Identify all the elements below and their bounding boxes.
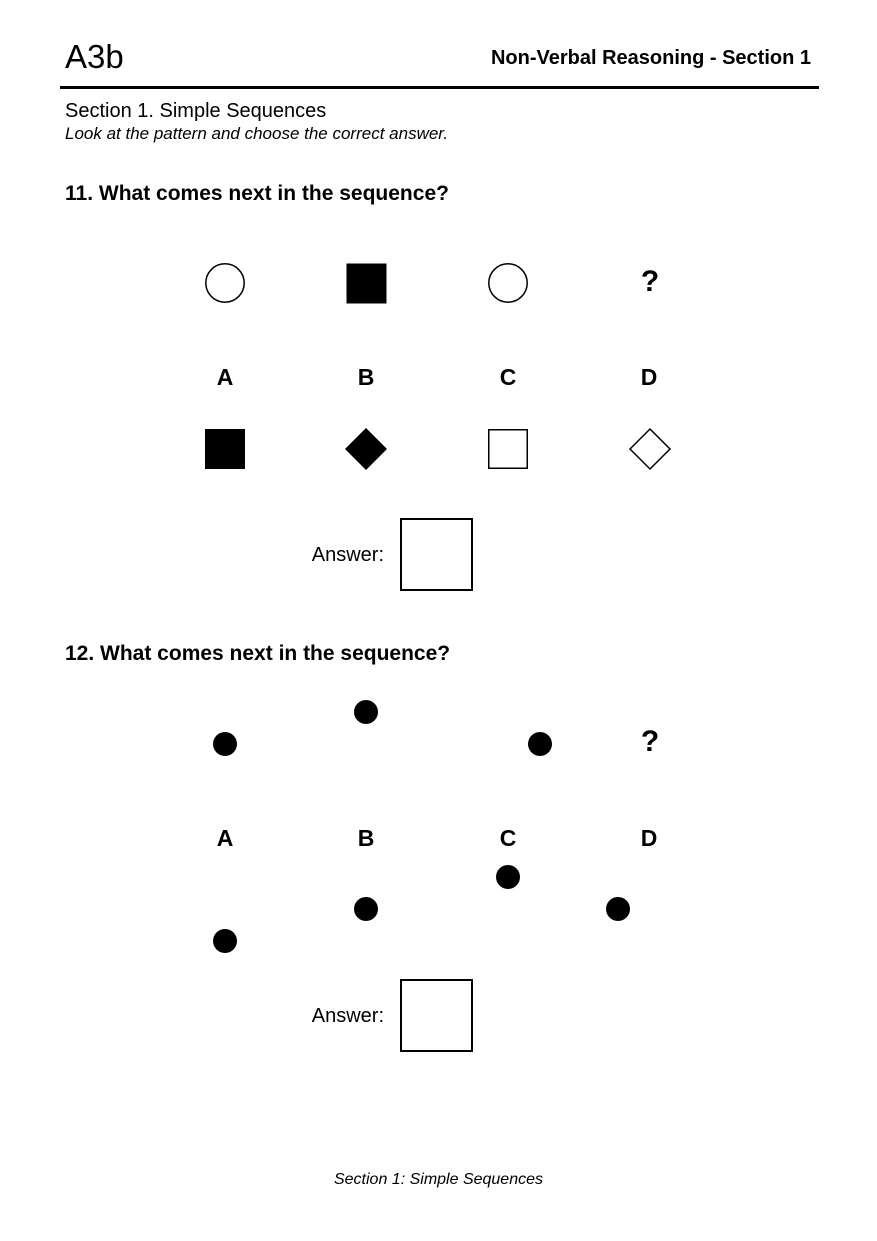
q11-option-b-label: B — [357, 364, 375, 390]
q11-option-b-diamond-filled[interactable] — [345, 428, 387, 470]
q12-option-a-label: A — [216, 825, 234, 851]
q12-option-c-dot[interactable] — [496, 865, 520, 889]
q12-missing-marker: ? — [640, 725, 660, 758]
q11-option-a-label: A — [216, 364, 234, 390]
q11-sequence-2-square-filled — [346, 263, 387, 304]
q11-sequence-1-circle-outline — [205, 263, 245, 303]
q12-sequence-2-dot — [354, 700, 378, 724]
q12-option-b-label: B — [357, 825, 375, 851]
document-header-title: Non-Verbal Reasoning - Section 1 — [490, 47, 811, 69]
q12-option-d-label: D — [640, 825, 658, 851]
q11-option-c-square-outline[interactable] — [488, 429, 528, 469]
header-divider — [60, 86, 819, 89]
page-footer: Section 1: Simple Sequences — [333, 1171, 543, 1188]
section-instruction: Look at the pattern and choose the correct answer. — [65, 124, 449, 143]
q12-sequence-3-dot — [528, 732, 552, 756]
q11-sequence-3-circle-outline — [488, 263, 528, 303]
q11-answer-label: Answer: — [311, 544, 384, 566]
section-title: Section 1. Simple Sequences — [65, 100, 327, 122]
q12-option-a-dot[interactable] — [213, 929, 237, 953]
q12-sequence-1-dot — [213, 732, 237, 756]
q11-missing-marker: ? — [640, 265, 660, 298]
q11-option-d-label: D — [640, 364, 658, 390]
q12-option-b-dot[interactable] — [354, 897, 378, 921]
q11-option-a-square-filled[interactable] — [205, 429, 245, 469]
question-12-title: 12. What comes next in the sequence? — [65, 642, 451, 665]
q12-option-c-label: C — [499, 825, 517, 851]
document-code: A3b — [65, 38, 124, 75]
q12-answer-box[interactable] — [400, 979, 473, 1052]
q12-answer-label: Answer: — [311, 1005, 384, 1027]
q11-option-c-label: C — [499, 364, 517, 390]
q11-answer-box[interactable] — [400, 518, 473, 591]
question-11-title: 11. What comes next in the sequence? — [65, 182, 449, 205]
q11-option-d-diamond-outline[interactable] — [629, 428, 671, 470]
q12-option-d-dot[interactable] — [606, 897, 630, 921]
